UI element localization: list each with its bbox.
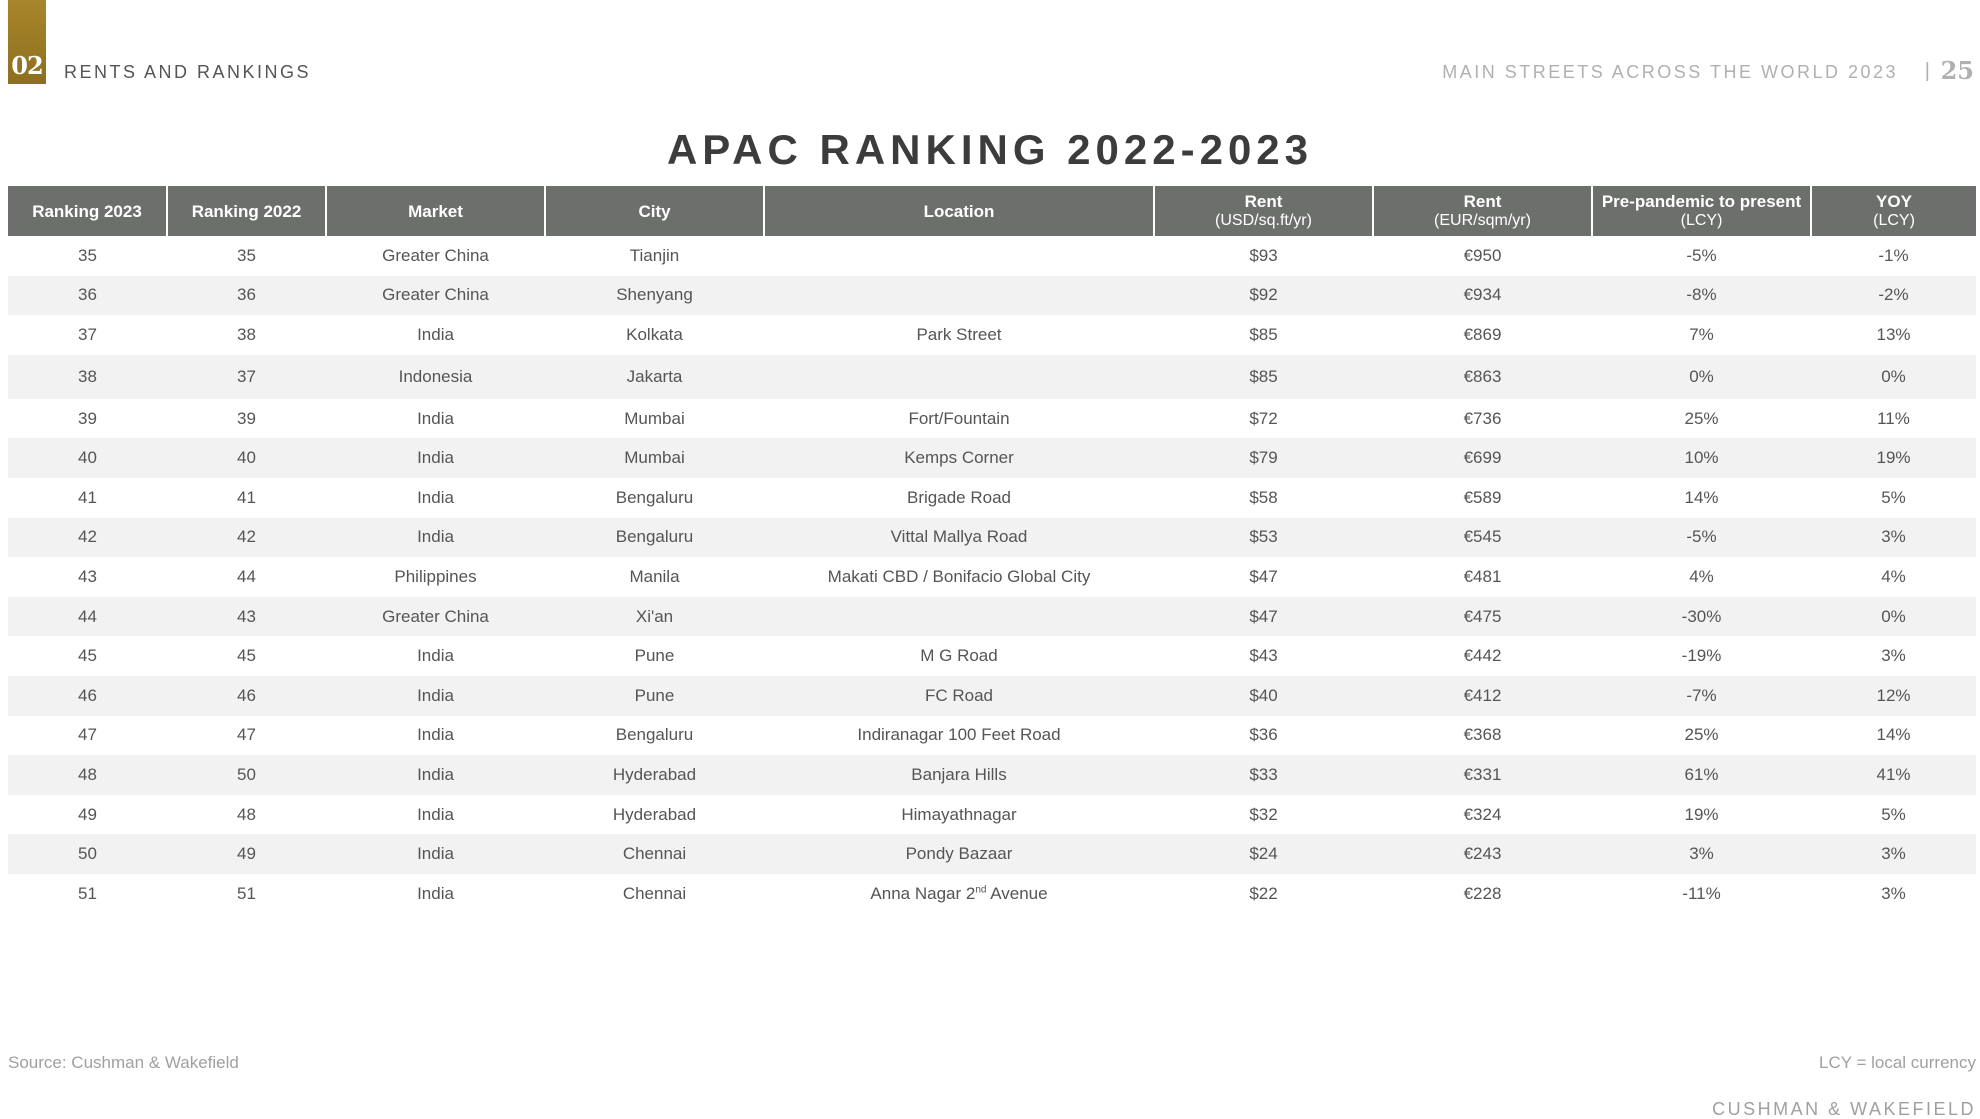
cell-ranking-2023: 37: [78, 324, 97, 344]
cell-rent-usd: $85: [1154, 355, 1373, 399]
cell-ranking-2023: 46: [8, 676, 167, 716]
cell-city: Bengaluru: [615, 725, 694, 745]
cell-rent-eur: €545: [1373, 518, 1592, 558]
cell-rent-usd: $72: [1249, 408, 1278, 428]
cell-location: M G Road: [920, 646, 998, 666]
column-label: Location: [923, 201, 995, 221]
source-note: Source: Cushman & Wakefield: [8, 1053, 239, 1072]
cell-market: India: [417, 725, 454, 745]
cell-rent-eur: €934: [1373, 276, 1592, 316]
cell-rent-usd: $92: [1154, 276, 1373, 316]
cell-pre-pandemic: -19%: [1681, 646, 1722, 666]
cell-yoy: 11%: [1877, 408, 1910, 428]
page-number: 25: [1940, 56, 1974, 85]
cell-city: Chennai: [545, 834, 764, 874]
section-number: 02: [11, 51, 43, 80]
cell-rent-eur: €324: [1463, 804, 1502, 824]
cell-city: Mumbai: [624, 408, 685, 428]
column-label: Market: [408, 201, 463, 221]
cell-pre-pandemic: 61%: [1592, 755, 1811, 795]
cell-city: Chennai: [622, 883, 687, 903]
cell-rent-usd: $47: [1249, 566, 1278, 586]
cell-ranking-2022: 39: [237, 408, 256, 428]
cell-ranking-2023: 49: [78, 804, 97, 824]
cell-rent-usd: $32: [1249, 804, 1278, 824]
column-header-location: [764, 186, 1154, 236]
cell-ranking-2023: 48: [8, 755, 167, 795]
table-row: [8, 795, 1976, 835]
cell-location: Pondy Bazaar: [764, 834, 1154, 874]
cell-location: [764, 597, 1154, 637]
column-label: Rent: [1463, 192, 1502, 211]
cell-yoy: 3%: [1881, 646, 1906, 666]
cell-location: Kemps Corner: [764, 438, 1154, 478]
cell-ranking-2022: 48: [237, 804, 256, 824]
cell-ranking-2022: 51: [237, 883, 256, 903]
cell-ranking-2022: 47: [237, 725, 256, 745]
cell-market: Greater China: [326, 276, 545, 316]
cell-pre-pandemic: -11%: [1682, 883, 1721, 903]
cell-ranking-2022: 42: [167, 518, 326, 558]
cell-pre-pandemic: -8%: [1592, 276, 1811, 316]
cell-yoy: 5%: [1881, 487, 1906, 507]
cell-city: Kolkata: [626, 324, 683, 344]
table-row: [8, 399, 1976, 439]
cell-city: Tianjin: [629, 245, 680, 265]
cell-ranking-2023: 47: [78, 725, 97, 745]
ranking-table-container: [8, 186, 1976, 914]
cell-location: Himayathnagar: [901, 804, 1017, 824]
section-title: RENTS AND RANKINGS: [64, 62, 312, 82]
cell-city: Pune: [634, 646, 675, 666]
cell-market: Philippines: [394, 566, 477, 586]
cell-city: Bengaluru: [545, 518, 764, 558]
cell-yoy: 3%: [1811, 834, 1976, 874]
cell-yoy: 3%: [1811, 518, 1976, 558]
cell-market: Indonesia: [326, 355, 545, 399]
cell-yoy: 4%: [1881, 566, 1906, 586]
cell-city: Xi'an: [545, 597, 764, 637]
table-header-row: [8, 186, 1976, 236]
column-unit: (LCY): [1873, 212, 1915, 229]
column-header-rent-eur: [1373, 186, 1592, 236]
cell-ranking-2022: 36: [167, 276, 326, 316]
cell-rent-usd: $40: [1154, 676, 1373, 716]
cell-ranking-2023: 35: [78, 245, 97, 265]
cell-yoy: 12%: [1811, 676, 1976, 716]
cell-yoy: 3%: [1881, 883, 1906, 903]
table-row: [8, 834, 1976, 874]
cell-pre-pandemic: -5%: [1592, 518, 1811, 558]
column-header-ranking-2023: [8, 186, 167, 236]
cell-yoy: 14%: [1876, 725, 1911, 745]
cell-location: FC Road: [764, 676, 1154, 716]
cell-rent-eur: €869: [1463, 324, 1502, 344]
ranking-table: [8, 186, 1976, 914]
column-label: Ranking 2023: [32, 201, 142, 221]
cell-rent-eur: €863: [1373, 355, 1592, 399]
cell-market: India: [326, 834, 545, 874]
cell-location: Vittal Mallya Road: [764, 518, 1154, 558]
cell-ranking-2022: 50: [167, 755, 326, 795]
cell-market: Greater China: [382, 245, 489, 265]
column-header-pre-pandemic: [1592, 186, 1811, 236]
table-row: [8, 636, 1976, 676]
cell-rent-eur: €228: [1463, 883, 1502, 903]
cell-rent-usd: $36: [1249, 725, 1278, 745]
table-row: [8, 557, 1976, 597]
cell-ranking-2023: 36: [8, 276, 167, 316]
column-unit: (EUR/sqm/yr): [1434, 212, 1531, 229]
cell-rent-usd: $85: [1249, 324, 1278, 344]
cell-location: [764, 236, 1154, 276]
header-divider: |: [1924, 60, 1930, 82]
cell-pre-pandemic: 7%: [1689, 324, 1714, 344]
column-label: Pre-pandemic to present: [1601, 192, 1802, 211]
cell-market: India: [417, 646, 454, 666]
cell-ranking-2022: 46: [167, 676, 326, 716]
cell-city: Jakarta: [545, 355, 764, 399]
cell-market: India: [326, 755, 545, 795]
cell-rent-usd: $93: [1249, 245, 1278, 265]
cell-ranking-2023: 45: [78, 646, 97, 666]
table-row: [8, 236, 1976, 276]
cell-yoy: 41%: [1811, 755, 1976, 795]
table-row: [8, 597, 1976, 637]
column-header-ranking-2022: [167, 186, 326, 236]
cell-pre-pandemic: -7%: [1592, 676, 1811, 716]
cell-ranking-2023: 40: [8, 438, 167, 478]
cell-market: India: [417, 883, 454, 903]
table-row: [8, 874, 1976, 914]
cell-rent-eur: €699: [1373, 438, 1592, 478]
column-header-rent-usd: [1154, 186, 1373, 236]
table-row: [8, 438, 1976, 478]
page-title: APAC RANKING 2022-2023: [666, 126, 1314, 173]
table-row: [8, 676, 1976, 716]
cell-rent-eur: €950: [1463, 245, 1502, 265]
cell-location: [764, 355, 1154, 399]
column-label: Rent: [1244, 192, 1283, 211]
column-label: City: [638, 201, 671, 221]
cell-city: Bengaluru: [615, 487, 694, 507]
cell-yoy: -2%: [1811, 276, 1976, 316]
cell-location: Fort/Fountain: [908, 408, 1010, 428]
table-row: [8, 276, 1976, 316]
cell-rent-eur: €368: [1463, 725, 1502, 745]
cell-market: India: [326, 676, 545, 716]
cell-market: India: [417, 804, 454, 824]
cell-city: Hyderabad: [612, 804, 697, 824]
cell-pre-pandemic: -5%: [1686, 245, 1717, 265]
cell-pre-pandemic: 3%: [1592, 834, 1811, 874]
section-number-badge: [8, 0, 46, 84]
cell-rent-eur: €475: [1373, 597, 1592, 637]
cell-pre-pandemic: 0%: [1592, 355, 1811, 399]
cell-location: Park Street: [916, 324, 1002, 344]
cell-market: India: [417, 487, 454, 507]
cell-yoy: 0%: [1811, 355, 1976, 399]
column-unit: (USD/sq.ft/yr): [1215, 212, 1312, 229]
cell-ranking-2023: 41: [78, 487, 97, 507]
brand-name: CUSHMAN & WAKEFIELD: [1712, 1099, 1976, 1119]
cell-pre-pandemic: 10%: [1592, 438, 1811, 478]
cell-location: Makati CBD / Bonifacio Global City: [827, 566, 1091, 586]
cell-location: [764, 276, 1154, 316]
column-unit: (LCY): [1680, 212, 1723, 229]
table-row: [8, 755, 1976, 795]
cell-yoy: 19%: [1811, 438, 1976, 478]
cell-rent-eur: €412: [1373, 676, 1592, 716]
cell-ranking-2023: 43: [78, 566, 97, 586]
cell-ranking-2023: 51: [78, 883, 97, 903]
cell-rent-usd: $53: [1154, 518, 1373, 558]
cell-ranking-2022: 45: [237, 646, 256, 666]
cell-ranking-2022: 38: [237, 324, 256, 344]
cell-pre-pandemic: 19%: [1684, 804, 1719, 824]
cell-ranking-2022: 44: [237, 566, 256, 586]
cell-ranking-2022: 40: [167, 438, 326, 478]
cell-ranking-2022: 35: [237, 245, 256, 265]
cell-rent-usd: $33: [1154, 755, 1373, 795]
cell-market: India: [417, 408, 454, 428]
cell-rent-eur: €589: [1463, 487, 1502, 507]
cell-ranking-2022: 37: [167, 355, 326, 399]
cell-ranking-2022: 41: [237, 487, 256, 507]
location-text: Avenue: [986, 883, 1048, 903]
cell-pre-pandemic: 4%: [1689, 566, 1714, 586]
table-row: [8, 355, 1976, 399]
cell-ranking-2023: 50: [8, 834, 167, 874]
cell-location: Banjara Hills: [764, 755, 1154, 795]
cell-yoy: 13%: [1876, 324, 1911, 344]
column-label: YOY: [1876, 192, 1912, 211]
table-body: [8, 236, 1976, 914]
cell-market: Greater China: [326, 597, 545, 637]
cell-city: Manila: [629, 566, 680, 586]
cell-rent-eur: €243: [1373, 834, 1592, 874]
table-row: [8, 478, 1976, 518]
cell-ranking-2023: 44: [8, 597, 167, 637]
cell-pre-pandemic: 25%: [1684, 408, 1719, 428]
cell-yoy: 0%: [1811, 597, 1976, 637]
report-title: MAIN STREETS ACROSS THE WORLD 2023: [1442, 62, 1898, 82]
cell-rent-eur: €481: [1463, 566, 1502, 586]
lcy-note: LCY = local currency: [1818, 1053, 1976, 1072]
cell-city: Shenyang: [545, 276, 764, 316]
cell-rent-usd: $43: [1249, 646, 1278, 666]
cell-rent-usd: $22: [1249, 883, 1278, 903]
cell-ranking-2023: 38: [8, 355, 167, 399]
table-row: [8, 518, 1976, 558]
location-text: Anna Nagar 2: [870, 883, 976, 903]
cell-ranking-2022: 43: [167, 597, 326, 637]
cell-city: Mumbai: [545, 438, 764, 478]
column-header-yoy: [1811, 186, 1976, 236]
cell-rent-eur: €442: [1463, 646, 1502, 666]
cell-city: Pune: [545, 676, 764, 716]
cell-yoy: -1%: [1878, 245, 1909, 265]
ordinal-suffix: nd: [975, 884, 987, 896]
cell-location: [764, 874, 1154, 914]
column-label: Ranking 2022: [191, 201, 302, 221]
cell-rent-eur: €736: [1463, 408, 1502, 428]
cell-market: India: [417, 324, 454, 344]
cell-rent-usd: $24: [1154, 834, 1373, 874]
cell-market: India: [326, 438, 545, 478]
cell-yoy: 5%: [1881, 804, 1906, 824]
table-row: [8, 315, 1976, 355]
cell-rent-usd: $47: [1154, 597, 1373, 637]
cell-ranking-2022: 49: [167, 834, 326, 874]
cell-ranking-2023: 39: [78, 408, 97, 428]
cell-pre-pandemic: -30%: [1592, 597, 1811, 637]
column-header-city: [545, 186, 764, 236]
column-header-market: [326, 186, 545, 236]
cell-pre-pandemic: 25%: [1684, 725, 1719, 745]
cell-city: Hyderabad: [545, 755, 764, 795]
cell-market: India: [326, 518, 545, 558]
cell-location: Brigade Road: [907, 487, 1011, 507]
cell-ranking-2023: 42: [8, 518, 167, 558]
cell-pre-pandemic: 14%: [1684, 487, 1719, 507]
cell-rent-usd: $58: [1249, 487, 1278, 507]
table-row: [8, 716, 1976, 756]
cell-rent-usd: $79: [1154, 438, 1373, 478]
cell-rent-eur: €331: [1373, 755, 1592, 795]
cell-location: Indiranagar 100 Feet Road: [857, 725, 1061, 745]
